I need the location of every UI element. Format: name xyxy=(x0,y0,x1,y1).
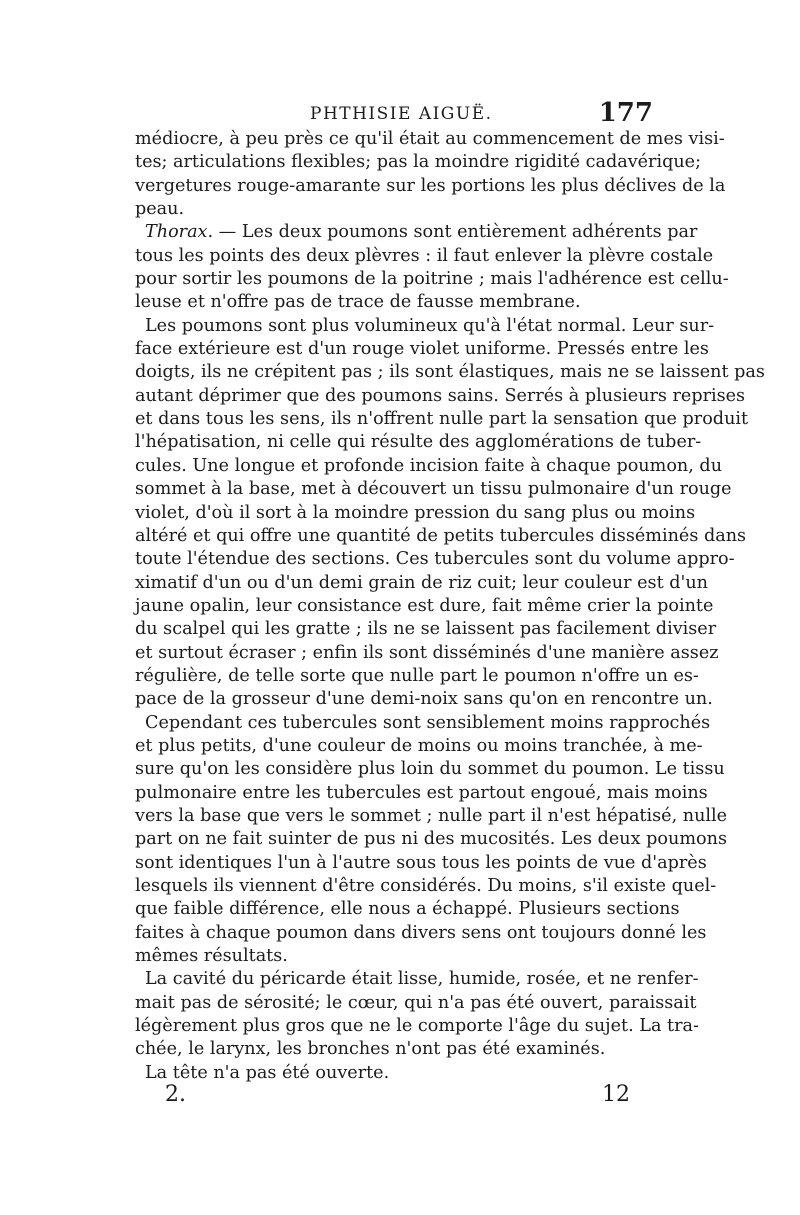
text-line: pulmonaire entre les tubercules est partout engoué, mais moins xyxy=(135,782,708,803)
text-line-thorax xyxy=(135,221,698,244)
page-footer xyxy=(165,1082,630,1112)
text-line: La cavité du péricarde était lisse, humide, rosée, et ne renfer- xyxy=(145,969,699,990)
text-line: tous les points des deux plèvres : il faut enlever la plèvre costale xyxy=(135,245,714,266)
text-line: mait pas de sérosité; le cœur, qui n'a pas été ouvert, paraissait xyxy=(135,992,697,1013)
text-line: part on ne fait suinter de pus ni des mucosités. Les deux poumons xyxy=(135,829,727,850)
text-line: La tête n'a pas été ouverte. xyxy=(145,1062,390,1083)
signature-mark-right: 12 xyxy=(602,1082,630,1107)
text-line: vers la base que vers le sommet ; nulle part il n'est hépatisé, nulle xyxy=(135,805,728,826)
page-number: 177 xyxy=(598,98,653,128)
section-heading-thorax: Thorax. xyxy=(145,222,214,243)
text-line: violet, d'où il sort à la moindre pression du sang plus ou moins xyxy=(135,502,696,523)
text-line: et surtout écraser ; enfin ils sont disséminés d'une manière assez xyxy=(135,642,719,663)
text-line: Cependant ces tubercules sont sensiblement moins rapprochés xyxy=(145,712,711,733)
signature-mark-left: 2. xyxy=(165,1082,186,1107)
text-line: pour sortir les poumons de la poitrine ; mais l'adhérence est cellu- xyxy=(135,269,729,290)
text-line: chée, le larynx, les bronches n'ont pas été examinés. xyxy=(135,1039,606,1060)
text-line: médiocre, à peu près ce qu'il était au commencement de mes visi- xyxy=(135,129,725,149)
text-line: cules. Une longue et profonde incision faite à chaque poumon, du xyxy=(135,455,723,476)
text-line: leuse et n'offre pas de trace de fausse membrane. xyxy=(135,292,581,313)
text-line-thorax-rest: — Les deux poumons sont entièrement adhérents par xyxy=(213,222,698,243)
text-line: jaune opalin, leur consistance est dure, fait même crier la pointe xyxy=(135,595,714,616)
text-line: face extérieure est d'un rouge violet uniforme. Pressés entre les xyxy=(135,339,709,360)
body-text xyxy=(135,128,765,1085)
text-line: faites à chaque poumon dans divers sens ont toujours donné les xyxy=(135,922,707,943)
page-header xyxy=(135,100,655,130)
text-line: pace de la grosseur d'une demi-noix sans qu'on en rencontre un. xyxy=(135,689,713,710)
text-line: sommet à la base, met à découvert un tissu pulmonaire d'un rouge xyxy=(135,479,732,500)
text-line: ximatif d'un ou d'un demi grain de riz cuit; leur couleur est d'un xyxy=(135,572,708,593)
running-title: PHTHISIE AIGUË. xyxy=(310,104,493,124)
text-line: doigts, ils ne crépitent pas ; ils sont élastiques, mais ne se laissent pas xyxy=(135,362,765,383)
text-line: peau. xyxy=(135,199,185,220)
text-line: régulière, de telle sorte que nulle part le poumon n'offre un es- xyxy=(135,665,699,686)
text-line: tes; articulations flexibles; pas la moindre rigidité cadavérique; xyxy=(135,152,702,173)
text-line: vergetures rouge-amarante sur les portions les plus déclives de la xyxy=(135,175,726,196)
text-line: et plus petits, d'une couleur de moins ou moins tranchée, à me- xyxy=(135,735,703,756)
text-line: du scalpel qui les gratte ; ils ne se laissent pas facilement diviser xyxy=(135,619,717,640)
text-line: et dans tous les sens, ils n'offrent nulle part la sensation que produit xyxy=(135,409,749,430)
text-line: autant déprimer que des poumons sains. Serrés à plusieurs reprises xyxy=(135,385,746,406)
text-line: légèrement plus gros que ne le comporte l'âge du sujet. La tra- xyxy=(135,1016,699,1037)
text-line: sure qu'on les considère plus loin du sommet du poumon. Le tissu xyxy=(135,759,725,780)
text-line: Les poumons sont plus volumineux qu'à l'état normal. Leur sur- xyxy=(145,315,715,336)
text-line: sont identiques l'un à l'autre sous tous les points de vue d'après xyxy=(135,852,707,873)
text-line: l'hépatisation, ni celle qui résulte des agglomérations de tuber- xyxy=(135,432,702,453)
text-line: altéré et qui offre une quantité de petits tubercules disséminés dans xyxy=(135,525,747,546)
text-line: que faible différence, elle nous a échappé. Plusieurs sections xyxy=(135,899,680,920)
text-line: toute l'étendue des sections. Ces tubercules sont du volume appro- xyxy=(135,549,735,570)
text-line: mêmes résultats. xyxy=(135,946,288,967)
text-line: lesquels ils viennent d'être considérés. Du moins, s'il existe quel- xyxy=(135,876,717,896)
